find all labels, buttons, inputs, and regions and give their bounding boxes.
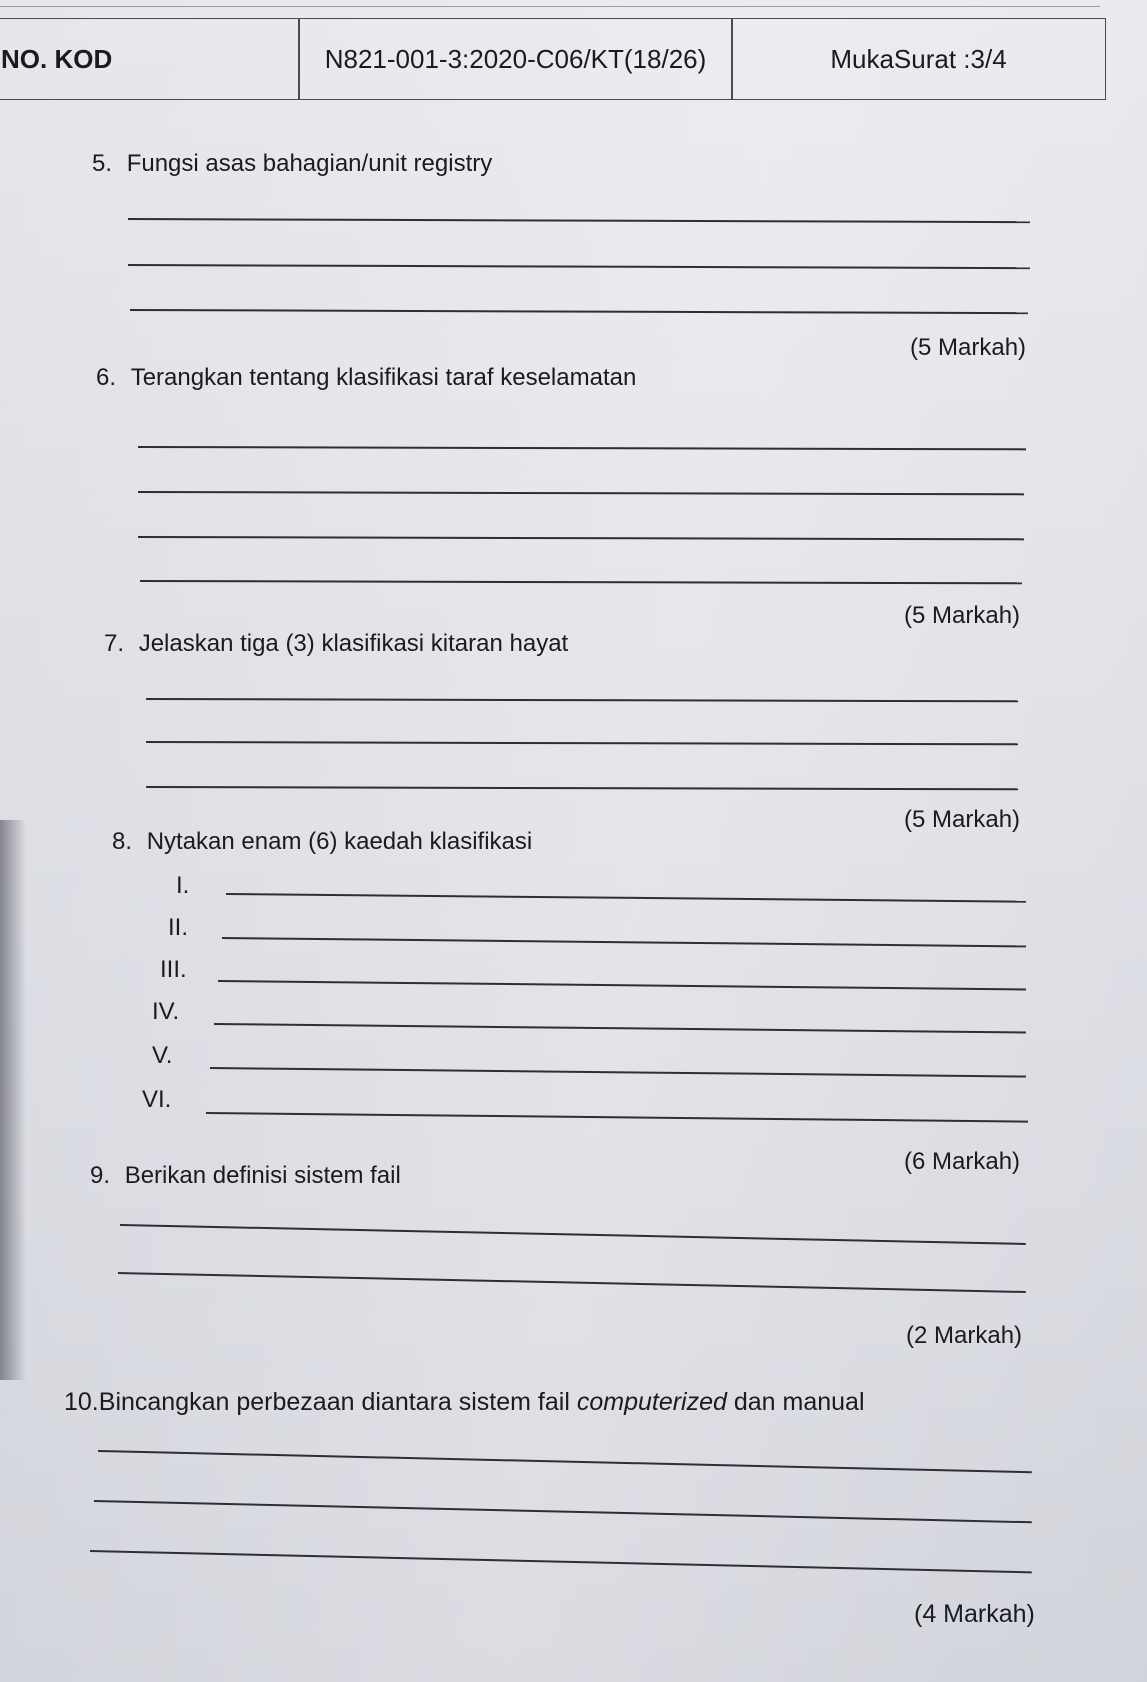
answer-line[interactable] xyxy=(128,264,1030,269)
list-item-numeral: IV. xyxy=(152,998,180,1025)
answer-line[interactable] xyxy=(130,309,1028,314)
question-text: Bincangkan perbezaan diantara sistem fail xyxy=(98,1388,577,1416)
header-page-number: MukaSurat :3/4 xyxy=(731,18,1106,100)
question-5 xyxy=(92,150,492,178)
answer-line[interactable] xyxy=(206,1112,1028,1123)
page-edge-shadow xyxy=(0,820,26,1380)
question-number: 5. xyxy=(92,150,113,177)
answer-line[interactable] xyxy=(94,1500,1032,1523)
question-10 xyxy=(64,1388,865,1417)
question-9 xyxy=(90,1162,401,1190)
marks-label: (5 Markah) xyxy=(904,602,1021,629)
question-text: Jelaskan tiga (3) klasifikasi kitaran hayat xyxy=(138,630,569,657)
header-code-label: NO. KOD xyxy=(0,18,300,100)
answer-line[interactable] xyxy=(210,1067,1026,1078)
question-8 xyxy=(112,828,532,856)
answer-line[interactable] xyxy=(140,580,1022,584)
marks-label: (5 Markah) xyxy=(904,806,1021,833)
question-number: 7. xyxy=(104,630,125,657)
question-text: Terangkan tentang klasifikasi taraf keselamatan xyxy=(130,364,637,391)
list-item-numeral: VI. xyxy=(142,1086,172,1113)
answer-line[interactable] xyxy=(138,491,1024,495)
question-number: 8. xyxy=(112,828,133,855)
answer-line[interactable] xyxy=(222,937,1026,947)
answer-line[interactable] xyxy=(226,893,1026,903)
answer-line[interactable] xyxy=(118,1272,1026,1293)
answer-line[interactable] xyxy=(146,786,1018,790)
answer-line[interactable] xyxy=(214,1023,1026,1034)
list-item-numeral: III. xyxy=(160,956,187,983)
marks-label: (2 Markah) xyxy=(906,1322,1023,1349)
answer-line[interactable] xyxy=(138,536,1024,540)
question-text: Nytakan enam (6) kaedah klasifikasi xyxy=(146,828,533,855)
question-number: 10. xyxy=(64,1388,99,1416)
question-number: 9. xyxy=(90,1162,111,1189)
question-text: Berikan definisi sistem fail xyxy=(124,1162,401,1189)
answer-line[interactable] xyxy=(90,1550,1032,1573)
answer-line[interactable] xyxy=(120,1224,1026,1245)
answer-line[interactable] xyxy=(138,446,1026,450)
question-text-italic: computerized xyxy=(576,1388,727,1416)
answer-line[interactable] xyxy=(128,218,1030,223)
answer-line[interactable] xyxy=(218,980,1026,990)
question-number: 6. xyxy=(96,364,117,391)
header-table xyxy=(0,18,1108,104)
marks-label: (5 Markah) xyxy=(910,334,1027,361)
question-text: dan manual xyxy=(726,1388,865,1416)
marks-label: (6 Markah) xyxy=(904,1148,1021,1175)
list-item-numeral: I. xyxy=(176,872,190,899)
list-item-numeral: II. xyxy=(168,914,189,941)
list-item-numeral: V. xyxy=(152,1042,173,1069)
answer-line[interactable] xyxy=(146,741,1018,745)
header-code-value: N821-001-3:2020-C06/KT(18/26) xyxy=(298,18,733,100)
answer-line[interactable] xyxy=(98,1450,1032,1473)
question-6 xyxy=(96,364,636,392)
answer-line[interactable] xyxy=(146,698,1018,702)
marks-label: (4 Markah) xyxy=(914,1600,1035,1628)
top-rule xyxy=(0,6,1100,7)
question-7 xyxy=(104,630,568,658)
question-text: Fungsi asas bahagian/unit registry xyxy=(126,150,493,177)
